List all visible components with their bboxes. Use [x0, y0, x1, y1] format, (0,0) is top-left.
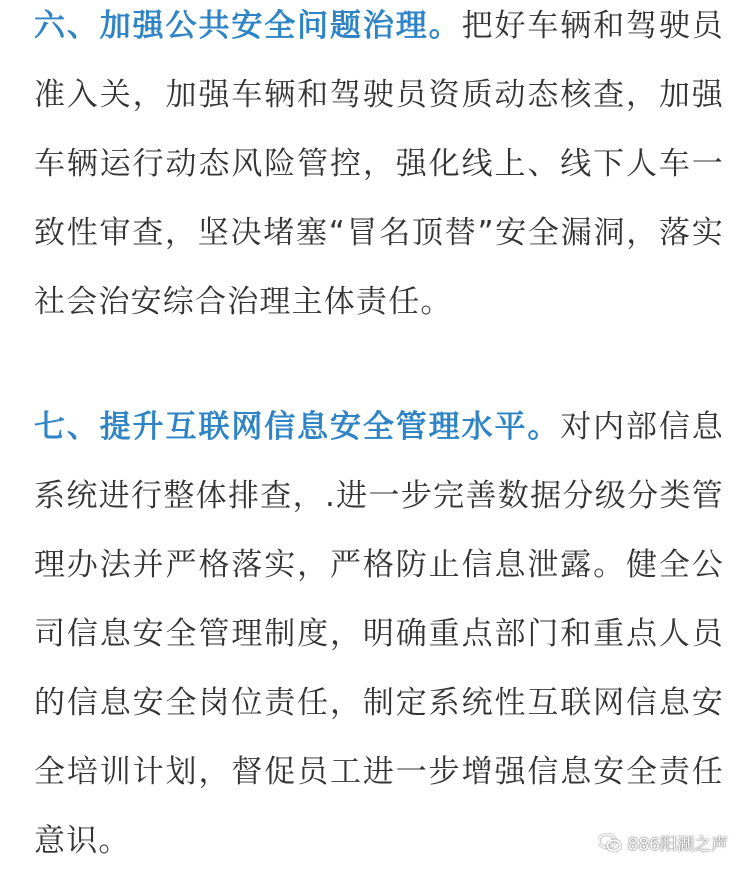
watermark-text: 886阳湖之声	[627, 835, 728, 855]
wechat-icon	[598, 833, 622, 853]
section-7-body: 对内部信息系统进行整体排查，.进一步完善数据分级分类管理办法并严格落实，严格防止信息泄露。健全公司信息安全管理制度，明确重点部门和重点人员的信息安全岗位责任，制定系统性互联网信息安全培训计划，督促员工进一步增强信息安全责任意识。	[34, 409, 725, 859]
section-7-paragraph	[34, 393, 724, 876]
section-7-heading: 七、提升互联网信息安全管理水平。	[34, 409, 561, 445]
section-6-paragraph	[34, 0, 724, 337]
watermark	[598, 830, 728, 855]
section-6-body: 把好车辆和驾驶员准入关，加强车辆和驾驶员资质动态核查，加强车辆运行动态风险管控，强化线上、线下人车一致性审查，坚决堵塞“冒名顶替”安全漏洞，落实社会治安综合治理主体责任。	[34, 8, 724, 320]
section-6-heading: 六、加强公共安全问题治理。	[34, 8, 462, 44]
